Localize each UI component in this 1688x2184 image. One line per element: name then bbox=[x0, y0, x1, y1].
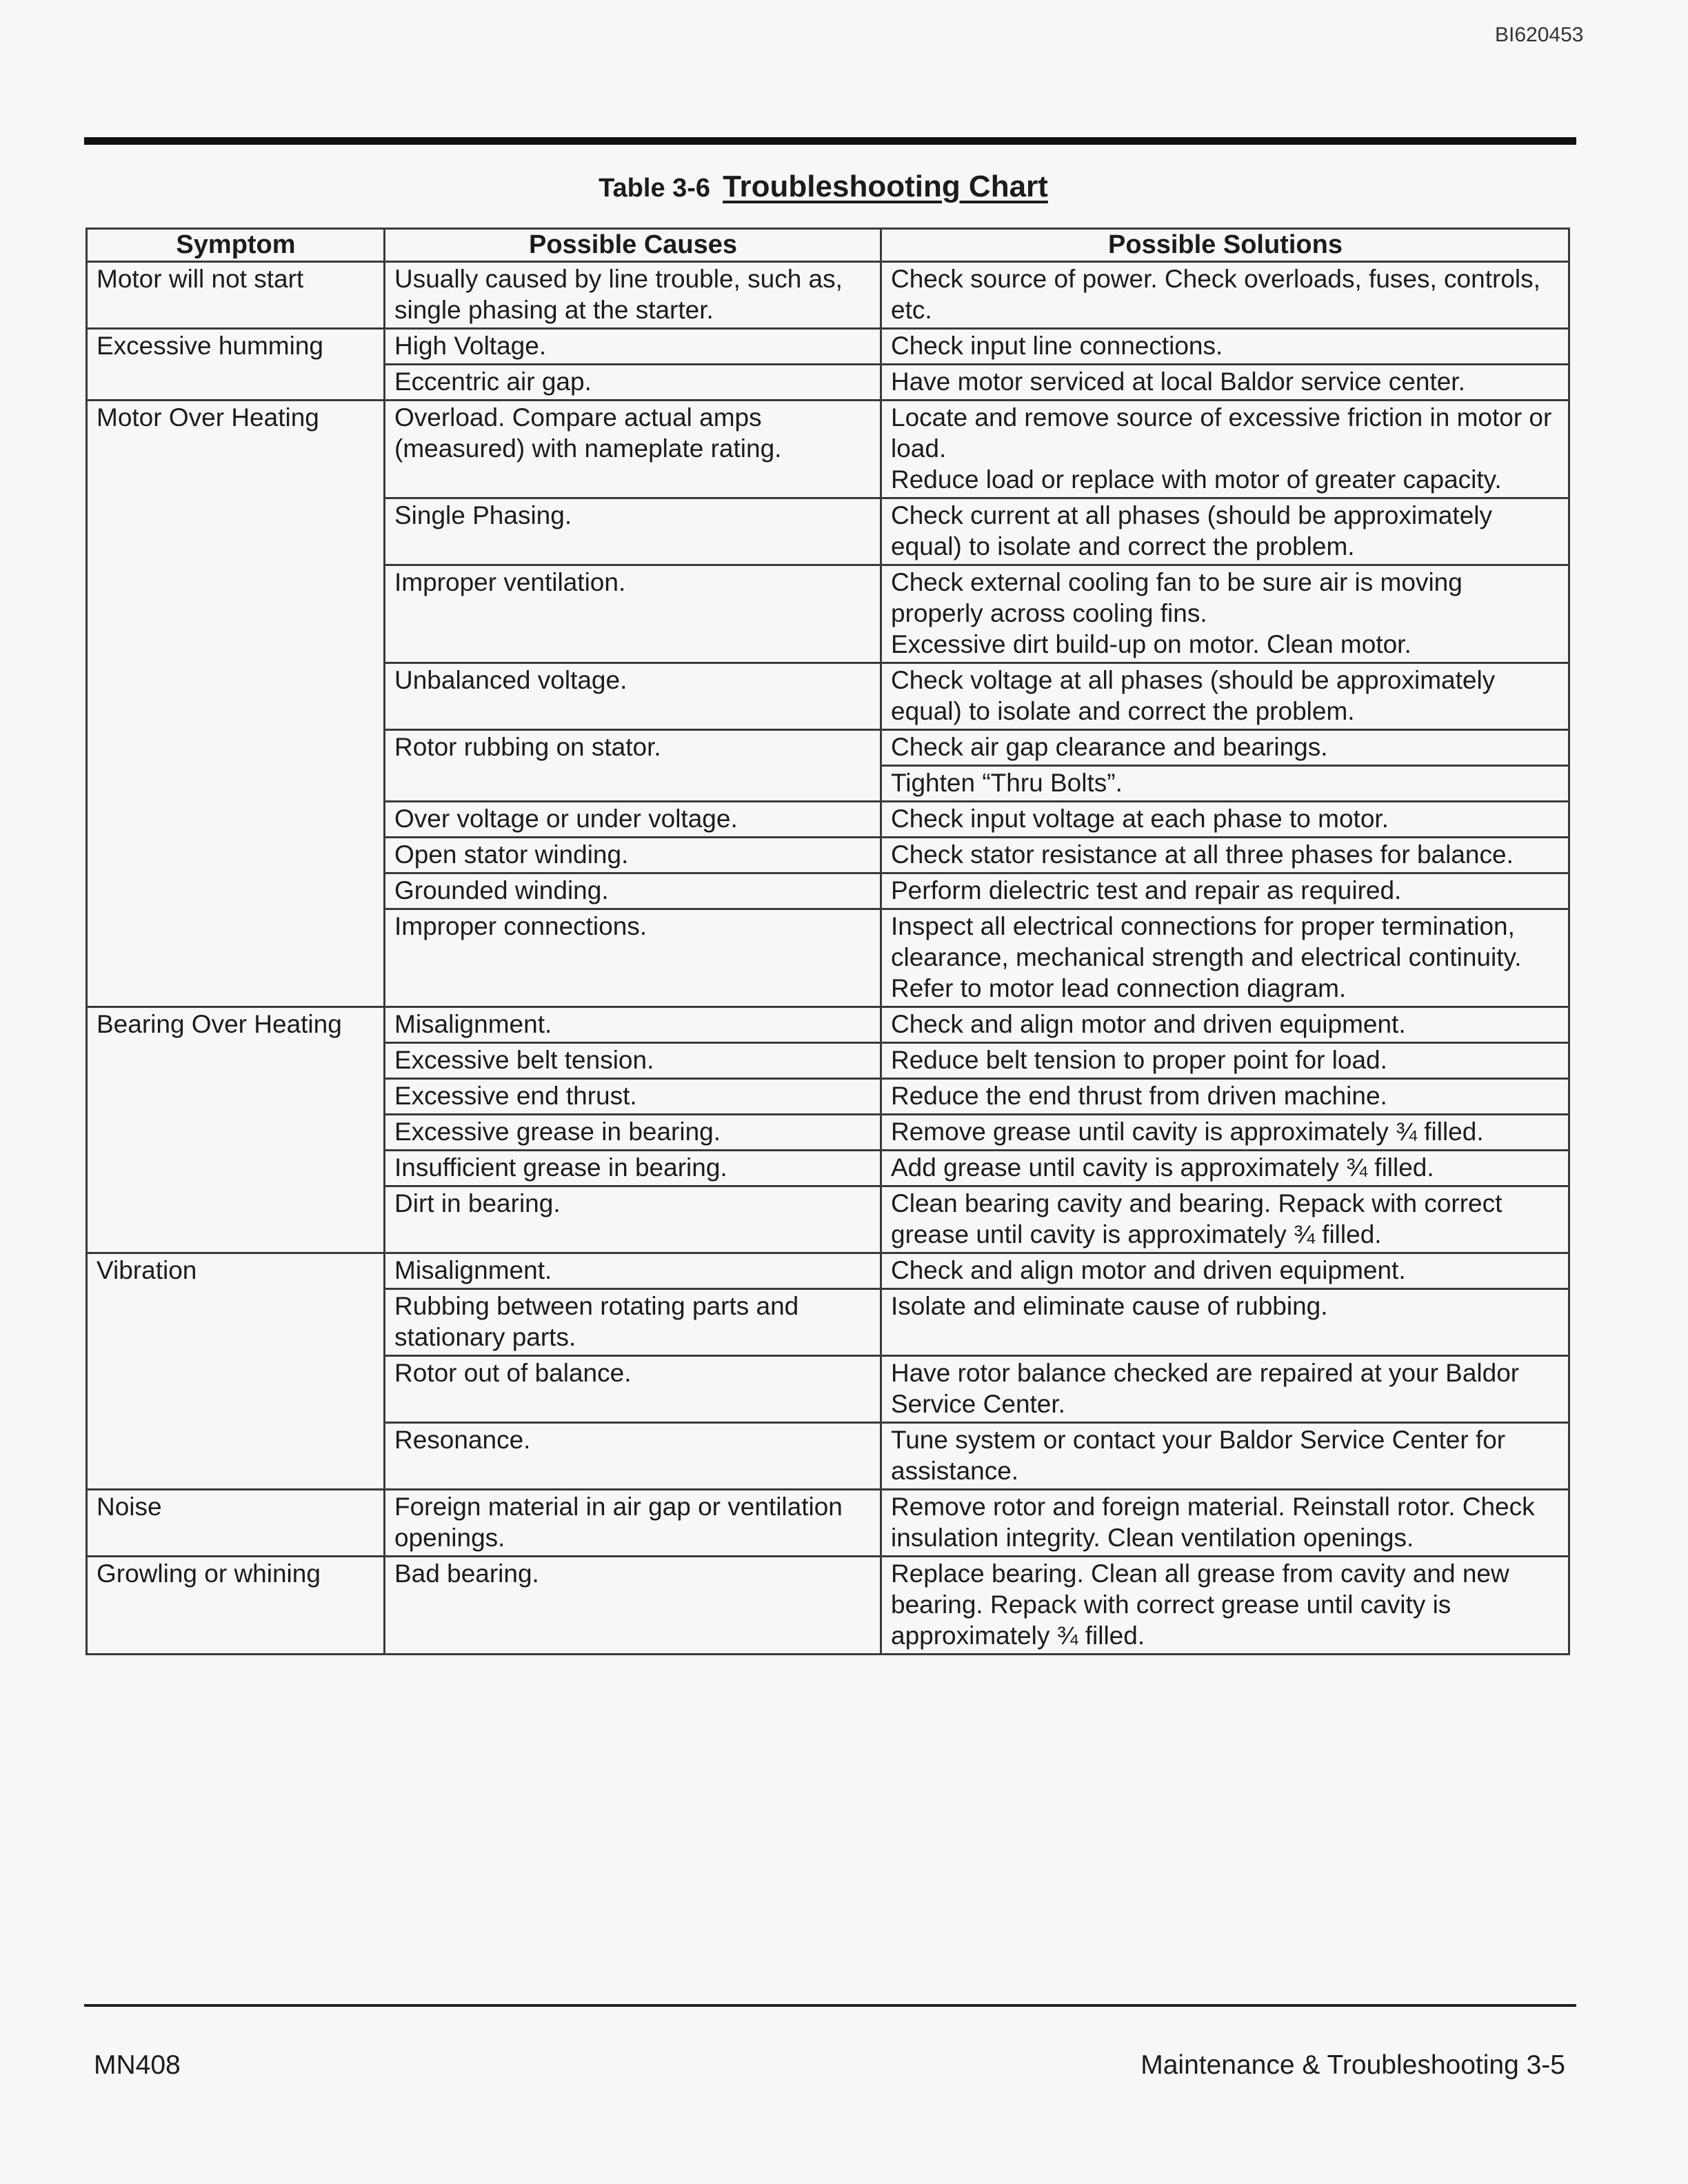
solution-cell: Isolate and eliminate cause of rubbing. bbox=[881, 1289, 1569, 1356]
header-possible-causes: Possible Causes bbox=[385, 229, 881, 262]
cause-cell: Improper ventilation. bbox=[385, 565, 881, 663]
table-row bbox=[87, 1490, 1569, 1557]
cause-cell: Dirt in bearing. bbox=[385, 1186, 881, 1253]
solution-cell: Have motor serviced at local Baldor service center. bbox=[881, 365, 1569, 401]
solution-cell: Tune system or contact your Baldor Service Center for assistance. bbox=[881, 1423, 1569, 1490]
cause-cell: Unbalanced voltage. bbox=[385, 663, 881, 730]
bottom-rule bbox=[84, 2004, 1576, 2007]
cause-cell: Excessive belt tension. bbox=[385, 1043, 881, 1079]
symptom-cell: Growling or whining bbox=[87, 1557, 385, 1655]
solution-cell: Remove rotor and foreign material. Reinstall rotor. Check insulation integrity. Clean ventilation openings. bbox=[881, 1490, 1569, 1557]
table-row bbox=[87, 262, 1569, 329]
solution-cell: Remove grease until cavity is approximately ¾ filled. bbox=[881, 1115, 1569, 1151]
cause-cell: Usually caused by line trouble, such as, single phasing at the starter. bbox=[385, 262, 881, 329]
solution-cell: Replace bearing. Clean all grease from cavity and new bearing. Repack with correct grease until cavity is approximately ¾ filled. bbox=[881, 1557, 1569, 1655]
cause-cell: Over voltage or under voltage. bbox=[385, 802, 881, 838]
header-symptom: Symptom bbox=[87, 229, 385, 262]
symptom-cell: Excessive humming bbox=[87, 329, 385, 401]
solution-cell: Check voltage at all phases (should be approximately equal) to isolate and correct the problem. bbox=[881, 663, 1569, 730]
footer-section-page: Maintenance & Troubleshooting 3-5 bbox=[1141, 2050, 1565, 2080]
table-title: Troubleshooting Chart bbox=[723, 170, 1048, 203]
solution-cell: Check and align motor and driven equipment. bbox=[881, 1253, 1569, 1289]
symptom-cell: Vibration bbox=[87, 1253, 385, 1490]
solution-cell: Check current at all phases (should be approximately equal) to isolate and correct the problem. bbox=[881, 498, 1569, 565]
solution-cell: Have rotor balance checked are repaired at your Baldor Service Center. bbox=[881, 1356, 1569, 1423]
cause-cell: High Voltage. bbox=[385, 329, 881, 365]
footer-manual-number: MN408 bbox=[94, 2050, 181, 2080]
solution-cell: Check source of power. Check overloads, fuses, controls, etc. bbox=[881, 262, 1569, 329]
cause-cell: Misalignment. bbox=[385, 1007, 881, 1043]
solution-cell: Tighten “Thru Bolts”. bbox=[881, 766, 1569, 802]
cause-cell: Single Phasing. bbox=[385, 498, 881, 565]
table-row bbox=[87, 1007, 1569, 1043]
solution-cell: Add grease until cavity is approximately ¾ filled. bbox=[881, 1151, 1569, 1186]
table-number: Table 3-6 bbox=[599, 174, 711, 203]
cause-cell: Eccentric air gap. bbox=[385, 365, 881, 401]
symptom-cell: Motor Over Heating bbox=[87, 401, 385, 1007]
solution-cell: Check air gap clearance and bearings. bbox=[881, 730, 1569, 766]
solution-cell: Reduce the end thrust from driven machine. bbox=[881, 1079, 1569, 1115]
solution-cell: Check input line connections. bbox=[881, 329, 1569, 365]
symptom-cell: Motor will not start bbox=[87, 262, 385, 329]
document-id: BI620453 bbox=[1495, 23, 1584, 46]
cause-cell: Bad bearing. bbox=[385, 1557, 881, 1655]
cause-cell: Rotor out of balance. bbox=[385, 1356, 881, 1423]
solution-cell: Check and align motor and driven equipment. bbox=[881, 1007, 1569, 1043]
table-body bbox=[87, 262, 1569, 1655]
table-caption bbox=[0, 170, 1647, 204]
table-header-row bbox=[87, 229, 1569, 262]
top-rule bbox=[84, 137, 1576, 145]
cause-cell: Resonance. bbox=[385, 1423, 881, 1490]
cause-cell: Insufficient grease in bearing. bbox=[385, 1151, 881, 1186]
symptom-cell: Bearing Over Heating bbox=[87, 1007, 385, 1253]
cause-cell: Rubbing between rotating parts and stationary parts. bbox=[385, 1289, 881, 1356]
cause-cell: Misalignment. bbox=[385, 1253, 881, 1289]
cause-cell: Foreign material in air gap or ventilation openings. bbox=[385, 1490, 881, 1557]
cause-cell: Excessive end thrust. bbox=[385, 1079, 881, 1115]
solution-cell: Perform dielectric test and repair as required. bbox=[881, 873, 1569, 909]
solution-cell: Clean bearing cavity and bearing. Repack with correct grease until cavity is approximately ¾ filled. bbox=[881, 1186, 1569, 1253]
solution-cell: Check stator resistance at all three phases for balance. bbox=[881, 838, 1569, 873]
cause-cell: Overload. Compare actual amps (measured) with nameplate rating. bbox=[385, 401, 881, 498]
header-possible-solutions: Possible Solutions bbox=[881, 229, 1569, 262]
cause-cell: Grounded winding. bbox=[385, 873, 881, 909]
table-row bbox=[87, 329, 1569, 365]
solution-cell: Reduce belt tension to proper point for load. bbox=[881, 1043, 1569, 1079]
cause-cell: Improper connections. bbox=[385, 909, 881, 1007]
solution-cell: Check input voltage at each phase to motor. bbox=[881, 802, 1569, 838]
troubleshooting-table bbox=[86, 228, 1570, 1655]
solution-cell: Inspect all electrical connections for proper termination, clearance, mechanical strength and electrical continuity. Refer to motor lead connection diagram. bbox=[881, 909, 1569, 1007]
cause-cell: Rotor rubbing on stator. bbox=[385, 730, 881, 802]
table-row bbox=[87, 401, 1569, 498]
symptom-cell: Noise bbox=[87, 1490, 385, 1557]
table-row bbox=[87, 1557, 1569, 1655]
table-row bbox=[87, 1253, 1569, 1289]
cause-cell: Excessive grease in bearing. bbox=[385, 1115, 881, 1151]
cause-cell: Open stator winding. bbox=[385, 838, 881, 873]
solution-cell: Check external cooling fan to be sure air is moving properly across cooling fins. Excessive dirt build-up on motor. Clean motor. bbox=[881, 565, 1569, 663]
solution-cell: Locate and remove source of excessive friction in motor or load. Reduce load or replace with motor of greater capacity. bbox=[881, 401, 1569, 498]
